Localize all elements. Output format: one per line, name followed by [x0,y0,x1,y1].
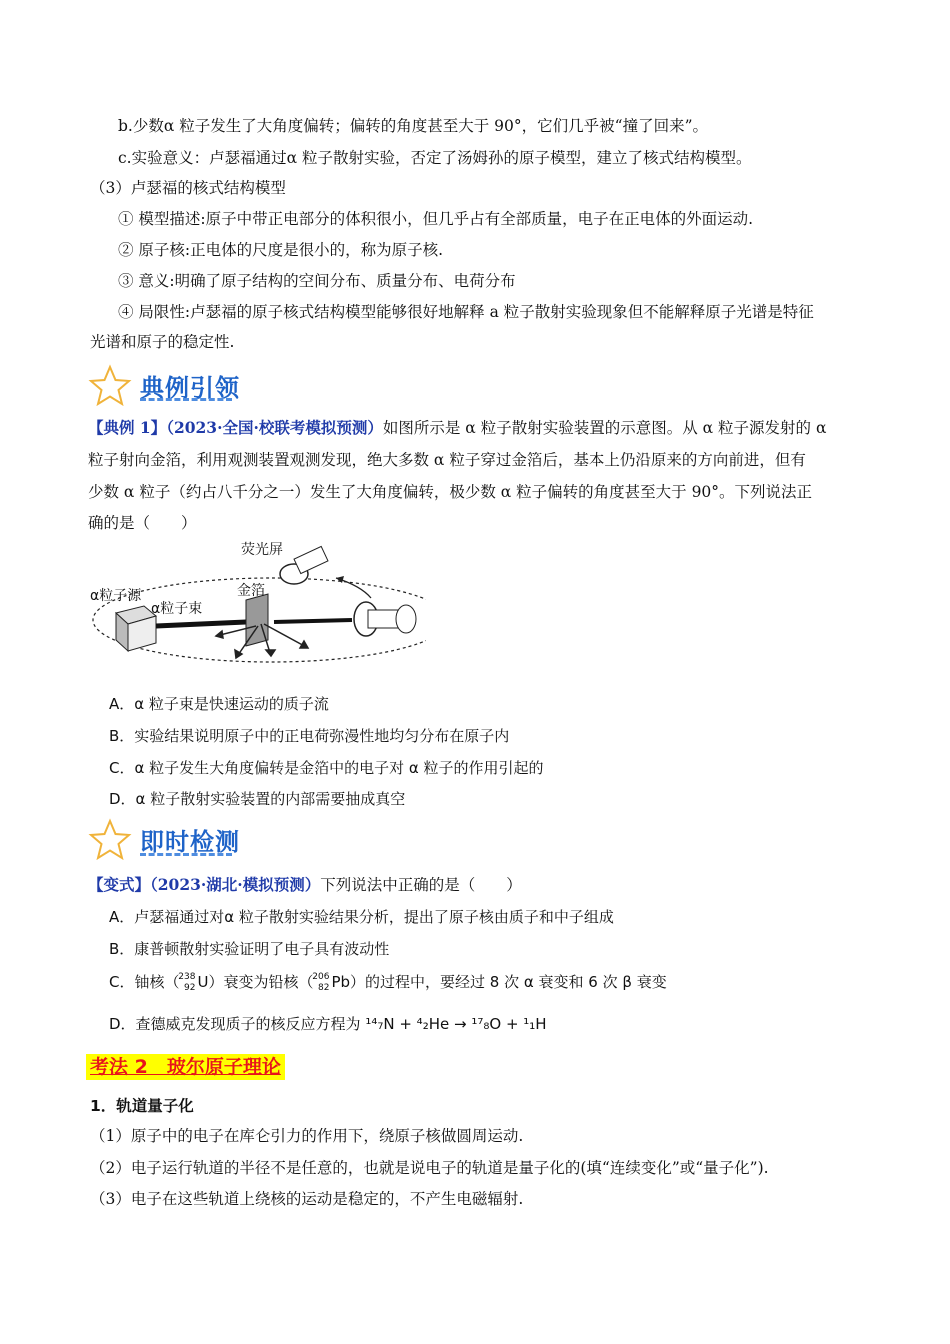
point-2: ② 原子核:正电体的尺度是很小的，称为原子核. [118,241,444,259]
label-foil: 金箔 [237,583,265,599]
variant-line [88,873,522,897]
variant-text: 下列说法中正确的是（ ） [320,876,522,894]
section-title-examples: 典例引领 [140,374,240,402]
orbit-line-2: （2）电子运行轨道的半径不是任意的，也就是说电子的轨道是量子化的(填“连续变化”或“量子化”). [90,1159,769,1177]
variant-option-a: A．卢瑟福通过对α 粒子散射实验结果分析，提出了原子核由质子和中子组成 [109,908,614,926]
variant-source: （2023·湖北·模拟预测） [150,875,321,894]
heading-3: （3）卢瑟福的核式结构模型 [90,179,286,197]
label-screen: 荧光屏 [241,542,283,558]
example-line-1 [88,416,826,440]
point-4a: ④ 局限性:卢瑟福的原子核式结构模型能够很好地解释 a 粒子散射实验现象但不能解释原子光谱是特征 [118,303,814,321]
star-icon [88,818,132,862]
example-option-b: B．实验结果说明原子中的正电荷弥漫性地均匀分布在原子内 [109,727,510,745]
label-source: α粒子源 [90,588,142,604]
example-text-4: 确的是（ ） [88,514,197,532]
section-underline [140,398,232,401]
transmitted-beam [274,620,352,622]
point-3: ③ 意义:明确了原子结构的空间分布、质量分布、电荷分布 [118,272,516,290]
variant-option-b: B．康普顿散射实验证明了电子具有波动性 [109,940,390,958]
example-option-a: A．α 粒子束是快速运动的质子流 [109,695,329,713]
label-beam: α粒子束 [151,601,203,617]
section-title-check: 即时检测 [140,828,240,856]
example-text-2: 粒子射向金箔，利用观测装置观测发现，绝大多数 α 粒子穿过金箔后，基本上仍沿原来的方向前进，但有 [88,451,806,469]
example-text-1: 如图所示是 α 粒子散射实验装置的示意图。从 α 粒子源发射的 α [382,419,827,437]
star-icon [88,364,132,408]
variant-option-d: D．查德威克发现质子的核反应方程为 ¹⁴₇N + ⁴₂He → ¹⁷₈O + ¹₁H [109,1015,547,1033]
alpha-beam [156,622,246,626]
text-b: b.少数α 粒子发生了大角度偏转；偏转的角度甚至大于 90°，它们几乎被“撞了回来”。 [118,117,708,135]
point-1: ① 模型描述:原子中带正电部分的体积很小，但几乎占有全部质量，电子在正电体的外面运动. [118,210,754,228]
kaofa-2-title: 考法 2 玻尔原子理论 [86,1054,285,1080]
example-tag: 【典例 1】 [88,418,167,437]
orbit-line-3: （3）电子在这些轨道上绕核的运动是稳定的，不产生电磁辐射. [90,1190,524,1208]
example-option-d: D．α 粒子散射实验装置的内部需要抽成真空 [109,790,406,808]
example-source: （2023·全国·校联考模拟预测） [166,418,383,437]
variant-option-c: C．铀核（ 238 92 U）衰变为铅核（ 206 82 Pb）的过程中，要经过 8 次 α 衰变和 6 次 β 衰变 [109,971,667,993]
point-4b: 光谱和原子的稳定性. [90,333,235,351]
orbit-heading: 1．轨道量子化 [90,1097,194,1115]
example-text-3: 少数 α 粒子（约占八千分之一）发生了大角度偏转，极少数 α 粒子偏转的角度甚至大于 90°。下列说法正 [88,483,813,501]
section-underline [140,853,232,856]
variant-tag: 【变式】 [88,875,151,894]
example-option-c: C．α 粒子发生大角度偏转是金箔中的电子对 α 粒子的作用引起的 [109,759,544,777]
text-c: c.实验意义：卢瑟福通过α 粒子散射实验，否定了汤姆孙的原子模型，建立了核式结构模型。 [118,149,752,167]
orbit-line-1: （1）原子中的电子在库仑引力的作用下，绕原子核做圆周运动. [90,1127,524,1145]
